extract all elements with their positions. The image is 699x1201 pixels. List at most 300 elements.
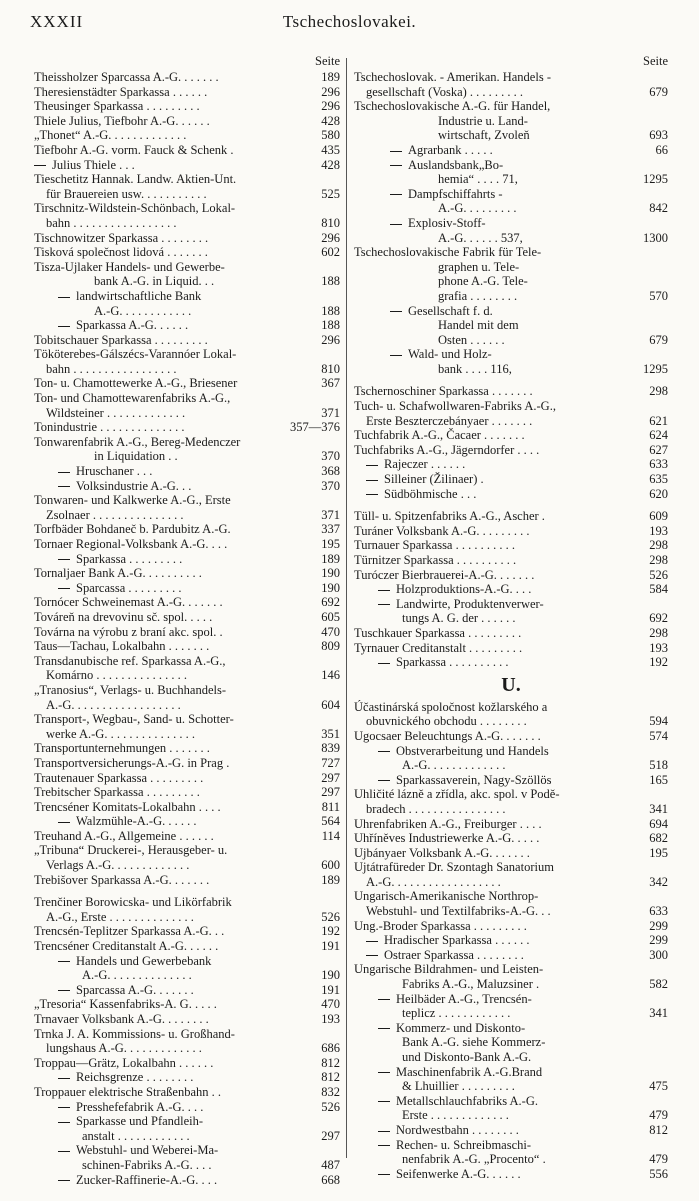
index-entry (354, 1079, 668, 1094)
entry-page: 811 (319, 800, 340, 815)
entry-text: Hradischer Sparkassa . . . . . . (384, 933, 530, 948)
entry-page: 686 (318, 1041, 340, 1056)
index-entry (354, 347, 668, 362)
entry-text: Transport-, Wegbau-, Sand- u. Schotter- (34, 712, 234, 727)
index-entry (34, 858, 340, 873)
entry-text: Tschechoslovakische Fabrik für Tele- (354, 245, 542, 260)
entry-page: 296 (318, 99, 340, 114)
index-entry (354, 860, 668, 875)
ditto-dash (366, 941, 378, 942)
entry-text: Sparkasse und Pfandleih- (76, 1114, 204, 1129)
entry-text: A.-G. . . . . . . . . . . . . . . . . . (366, 874, 501, 889)
index-entry (354, 568, 668, 583)
entry-text: Tschernoschiner Sparkassa . . . . . . . (354, 384, 533, 399)
entry-page: 370 (318, 479, 340, 494)
entry-text: Gesellschaft f. d. (408, 303, 493, 318)
index-entry (354, 1006, 668, 1021)
index-entry (34, 1027, 340, 1042)
index-entry (354, 538, 668, 553)
entry-page: 693 (646, 128, 668, 143)
entry-text: Tobitschauer Sparkassa . . . . . . . . . (34, 332, 208, 347)
entry-text: Julius Thiele . . . (52, 157, 135, 172)
entry-page: 428 (318, 114, 340, 129)
entry-page: 300 (646, 948, 668, 963)
entry-text: Sparkassaverein, Nagy-Szöllös (396, 772, 552, 787)
entry-text: Theissholzer Sparcassa A.-G. . . . . . . (34, 70, 219, 84)
ditto-dash (58, 588, 70, 589)
entry-page: 193 (318, 1012, 340, 1027)
ditto-dash (378, 663, 390, 664)
entry-text: Reichsgrenze . . . . . . . . (76, 1070, 194, 1085)
index-entry (354, 362, 668, 377)
index-entry (34, 566, 340, 581)
entry-page: 574 (646, 729, 668, 744)
entry-text: Trencséner Komitats-Lokalbahn . . . . (34, 799, 221, 814)
index-entry (34, 924, 340, 939)
index-entry (354, 758, 668, 773)
page-title: Tschechoslovakei. (282, 12, 417, 31)
entry-text: Rajeczer . . . . . . (384, 457, 466, 472)
index-entry (34, 954, 340, 969)
entry-text: Ungarisch-Amerikanische Northrop- (354, 889, 539, 904)
index-entry (354, 744, 668, 759)
index-entry (34, 245, 340, 260)
entry-page: 633 (646, 904, 668, 919)
section-heading-u: U. (501, 673, 521, 696)
entry-page: 189 (318, 70, 340, 85)
entry-text: anstalt . . . . . . . . . . . . (82, 1128, 190, 1143)
entry-text: Uhrenfabriken A.-G., Freiburger . . . . (354, 816, 542, 831)
entry-text: Handel mit dem (438, 318, 519, 333)
ditto-dash (58, 1180, 70, 1181)
entry-page: 812 (646, 1123, 668, 1138)
ditto-dash (34, 165, 46, 166)
entry-page: 192 (646, 655, 668, 670)
entry-page: 839 (318, 741, 340, 756)
entry-page: 297 (318, 771, 340, 786)
entry-page: 832 (318, 1085, 340, 1100)
index-entry (34, 873, 340, 888)
entry-page: 580 (318, 128, 340, 143)
page-number: XXXII (30, 12, 84, 31)
index-entry (34, 698, 340, 713)
index-entry (354, 1167, 668, 1182)
index-entry (354, 428, 668, 443)
index-entry (354, 472, 668, 487)
entry-page: 296 (318, 333, 340, 348)
entry-page: 1295 (640, 172, 668, 187)
entry-text: Uhříněves Industriewerke A.-G. . . . . (354, 831, 540, 846)
entry-text: Trnavaer Volksbank A.-G. . . . . . . . (34, 1012, 209, 1026)
index-entry (354, 399, 668, 414)
entry-page: 189 (318, 873, 340, 888)
index-entry (354, 1123, 668, 1138)
entry-text: Bank A.-G. siehe Kommerz- (402, 1035, 546, 1050)
index-entry (34, 231, 340, 246)
entry-page: 605 (318, 610, 340, 625)
index-entry (34, 654, 340, 669)
index-entry (354, 802, 668, 817)
entry-text: Tonwaren- und Kalkwerke A.-G., Erste (34, 493, 231, 508)
entry-page: 351 (318, 727, 340, 742)
entry-page: 470 (318, 625, 340, 640)
entry-text: Kommerz- und Diskonto- (396, 1020, 526, 1035)
index-entry (34, 201, 340, 216)
ditto-dash (390, 151, 402, 152)
entry-text: Rechen- u. Schreibmaschi- (396, 1137, 532, 1152)
ditto-dash (58, 1151, 70, 1152)
index-entry (34, 843, 340, 858)
entry-text: Transportversicherungs-A.-G. in Prag . (34, 755, 230, 770)
entry-page: 298 (646, 384, 668, 399)
entry-text: A.-G. . . . . . . . . . . . . . (82, 968, 192, 983)
entry-text: bahn . . . . . . . . . . . . . . . . . (46, 215, 177, 230)
ditto-dash (390, 311, 402, 312)
entry-text: „Tranosius“, Verlags- u. Buchhandels- (34, 682, 226, 697)
entry-spacer (354, 376, 668, 384)
index-entry (354, 1138, 668, 1153)
index-entry (34, 172, 340, 187)
index-entry (354, 158, 668, 173)
entry-page: 526 (646, 568, 668, 583)
entry-text: Turóczer Bierbrauerei-A.-G. . . . . . . (354, 567, 535, 582)
entry-text: Theresienstädter Sparkassa . . . . . . (34, 84, 208, 99)
entry-text: Tisková společnost lidová . . . . . . . (34, 245, 208, 260)
index-entry (34, 668, 340, 683)
index-entry (354, 641, 668, 656)
index-entry (34, 552, 340, 567)
entry-text: Erste . . . . . . . . . . . . . (402, 1108, 509, 1123)
entry-page: 584 (646, 582, 668, 597)
index-entry (354, 700, 668, 715)
entry-page: 190 (318, 968, 340, 983)
entry-text: Türnitzer Sparkassa . . . . . . . . . . (354, 553, 517, 567)
entry-text: Tyrnauer Creditanstalt . . . . . . . . . (354, 640, 523, 655)
entry-text: Obstverarbeitung und Handels (396, 743, 549, 758)
index-entry (354, 729, 668, 744)
entry-text: Továrna na výrobu z braní akc. spol. . (34, 624, 223, 639)
entry-text: Uhličité lázně a zřídla, akc. spol. v Podě- (354, 787, 560, 802)
index-entry (354, 1050, 668, 1065)
entry-page: 487 (318, 1158, 340, 1173)
entry-page: 812 (318, 1056, 340, 1071)
ditto-dash (58, 1107, 70, 1108)
entry-page: 470 (318, 997, 340, 1012)
entry-page: 475 (646, 1079, 668, 1094)
index-entry (354, 128, 668, 143)
ditto-dash (378, 1101, 390, 1102)
entry-page: 337 (318, 522, 340, 537)
entry-text: Wildsteiner . . . . . . . . . . . . . (46, 405, 186, 420)
index-entry (354, 187, 668, 202)
right-seite-label: Seite (643, 54, 668, 68)
index-entry (354, 457, 668, 472)
entry-text: Webstuhl- und Textilfabriks-A.-G. . . (366, 904, 551, 919)
ditto-dash (58, 961, 70, 962)
entry-text: Torfbäder Bohdaneč b. Pardubitz A.-G. (34, 522, 231, 537)
entry-text: Ungarische Bildrahmen- und Leisten- (354, 962, 544, 977)
entry-text: Ton- u. Chamottewerke A.-G., Briesener (34, 376, 238, 391)
index-entry (354, 70, 668, 85)
entry-text: Transdanubische ref. Sparkassa A.-G., (34, 653, 226, 668)
page-header (30, 12, 669, 36)
ditto-dash (390, 194, 402, 195)
index-entry (354, 1152, 668, 1167)
entry-text: nenfabrik A.-G. „Procento“ . (402, 1152, 546, 1167)
entry-text: Webstuhl- und Weberei-Ma- (76, 1143, 219, 1158)
entry-page: 371 (318, 508, 340, 523)
entry-text: Wald- und Holz- (408, 347, 492, 362)
entry-text: „Thonet“ A.-G. . . . . . . . . . . . . (34, 128, 187, 143)
entry-page: 370 (318, 449, 340, 464)
ditto-dash (378, 1145, 390, 1146)
index-entry (34, 1129, 340, 1144)
entry-page: 692 (318, 595, 340, 610)
entry-text: A.-G. . . . . . . . . . . . . (402, 758, 506, 773)
ditto-dash (58, 1122, 70, 1123)
entry-text: Heilbäder A.-G., Trencsén- (396, 991, 532, 1006)
index-entry (354, 201, 668, 216)
entry-text: Industrie u. Land- (438, 113, 528, 128)
index-entry (354, 962, 668, 977)
entry-text: Taus—Tachau, Lokalbahn . . . . . . . (34, 639, 210, 654)
index-entry (354, 245, 668, 260)
entry-page: 809 (318, 639, 340, 654)
entry-page: 679 (646, 85, 668, 100)
entry-text: Trebišover Sparkassa A.-G. . . . . . . (34, 872, 210, 887)
index-entry (34, 114, 340, 129)
entry-page: 692 (646, 611, 668, 626)
index-entry (34, 449, 340, 464)
entry-text: Volksindustrie A.-G. . . (76, 478, 192, 493)
entry-text: Tonwarenfabrik A.-G., Bereg-Medenczer (34, 434, 241, 449)
entry-text: Ugocsaer Beleuchtungs A.-G. . . . . . . (354, 728, 541, 743)
entry-text: Komárno . . . . . . . . . . . . . . . (46, 668, 187, 683)
entry-page: 810 (318, 362, 340, 377)
index-entry (354, 889, 668, 904)
entry-page: 114 (319, 829, 340, 844)
left-entries (34, 70, 340, 1187)
index-entry (34, 333, 340, 348)
ditto-dash (378, 1131, 390, 1132)
index-entry (34, 1114, 340, 1129)
entry-page: 146 (318, 668, 340, 683)
ditto-dash (366, 955, 378, 956)
entry-text: schinen-Fabriks A.-G. . . . (82, 1157, 212, 1172)
index-entry (34, 391, 340, 406)
index-entry (34, 128, 340, 143)
index-entry (34, 420, 340, 435)
entry-text: graphen u. Tele- (438, 259, 520, 274)
entry-page: 193 (646, 641, 668, 656)
entry-text: Sparkassa A.-G. . . . . . (76, 318, 189, 333)
index-entry (354, 172, 668, 187)
index-entry (34, 99, 340, 114)
entry-text: Tieschetitz Hannak. Landw. Aktien-Unt. (34, 172, 237, 187)
index-entry (34, 347, 340, 362)
entry-page: 341 (646, 1006, 668, 1021)
index-entry (354, 143, 668, 158)
entry-text: Silleiner (Žilinaer) . (384, 472, 484, 487)
index-entry (34, 1173, 340, 1188)
ditto-dash (378, 590, 390, 591)
entry-text: Zucker-Raffinerie-A.-G. . . . (76, 1172, 218, 1187)
index-entry (354, 992, 668, 1007)
entry-text: A.-G. . . . . . . . . . . . (94, 303, 192, 318)
entry-text: Explosiv-Stoff- (408, 215, 486, 230)
ditto-dash (58, 472, 70, 473)
entry-text: Tornócer Schweinemast A.-G. . . . . . . (34, 595, 223, 610)
index-entry (354, 1035, 668, 1050)
index-entry (354, 114, 668, 129)
index-entry (34, 800, 340, 815)
entry-page: 526 (318, 1100, 340, 1115)
index-entry (34, 522, 340, 537)
entry-page: 479 (646, 1108, 668, 1123)
entry-text: Presshefefabrik A.-G. . . . (76, 1099, 204, 1114)
entry-page: 620 (646, 487, 668, 502)
index-entry (354, 443, 668, 458)
right-column (354, 52, 668, 1181)
index-entry (34, 727, 340, 742)
entry-text: in Liquidation . . (94, 449, 178, 464)
entry-text: phone A.-G. Tele- (438, 274, 528, 289)
index-entry (34, 85, 340, 100)
index-entry (354, 904, 668, 919)
ditto-dash (378, 780, 390, 781)
index-entry (354, 1108, 668, 1123)
entry-page: 190 (318, 566, 340, 581)
entry-page: 190 (318, 581, 340, 596)
entry-text: Dampfschiffahrts - (408, 186, 503, 201)
index-entry (354, 260, 668, 275)
index-entry (354, 553, 668, 568)
entry-text: Walzmühle-A.-G. . . . . . (76, 814, 197, 829)
index-entry (34, 479, 340, 494)
entry-text: Osten . . . . . . (438, 332, 505, 347)
entry-text: Nordwestbahn . . . . . . . . (396, 1122, 519, 1137)
index-entry (34, 1056, 340, 1071)
index-entry (34, 814, 340, 829)
entry-page: 1300 (640, 231, 668, 246)
entry-text: Metallschlauchfabriks A.-G. (396, 1093, 538, 1108)
entry-text: Hruschaner . . . (76, 464, 153, 479)
entry-text: Trencséner Creditanstalt A.-G. . . . . . (34, 939, 219, 954)
index-entry (354, 384, 668, 399)
ditto-dash (378, 751, 390, 752)
entry-text: Trenčiner Borowicska- und Likörfabrik (34, 895, 232, 910)
ditto-dash (378, 999, 390, 1000)
entry-text: für Brauereien usw. . . . . . . . . . . (46, 186, 207, 201)
entry-page: 165 (646, 773, 668, 788)
index-entry (34, 537, 340, 552)
entry-page: 727 (318, 756, 340, 771)
entry-page: 556 (646, 1167, 668, 1182)
entry-text: A.-G. . . . . . 537, (438, 230, 523, 245)
index-entry (354, 1021, 668, 1036)
entry-text: obuvnického obchodu . . . . . . . . (366, 714, 527, 729)
entry-page: 624 (646, 428, 668, 443)
entry-text: Südböhmische . . . (384, 486, 477, 501)
entry-text: Turáner Volksbank A.-G. . . . . . . . . (354, 523, 530, 538)
index-entry (34, 756, 340, 771)
right-entries (354, 70, 668, 1181)
index-entry (34, 639, 340, 654)
ditto-dash (366, 465, 378, 466)
index-entry (34, 304, 340, 319)
entry-text: Troppau—Grätz, Lokalbahn . . . . . . (34, 1055, 214, 1070)
entry-text: Trencsén-Teplitzer Sparkassa A.-G. . . (34, 924, 225, 939)
entry-page: 191 (318, 939, 340, 954)
index-entry (354, 655, 668, 670)
index-entry (34, 581, 340, 596)
entry-text: Trautenauer Sparkassa . . . . . . . . . (34, 770, 204, 785)
entry-page: 342 (646, 875, 668, 890)
entry-text: Transportunternehmungen . . . . . . . (34, 741, 210, 756)
entry-page: 518 (646, 758, 668, 773)
entry-text: Agrarbank . . . . . (408, 142, 493, 157)
index-entry (354, 817, 668, 832)
ditto-dash (390, 165, 402, 166)
entry-page: 191 (318, 983, 340, 998)
entry-text: tungs A. G. der . . . . . . (402, 611, 516, 626)
entry-text: grafia . . . . . . . . (438, 288, 518, 303)
entry-spacer (354, 501, 668, 509)
ditto-dash (366, 480, 378, 481)
index-entry (34, 741, 340, 756)
index-entry (34, 143, 340, 158)
index-entry (34, 910, 340, 925)
entry-page: 668 (318, 1173, 340, 1188)
entry-text: A.-G. . . . . . . . . (438, 201, 517, 216)
entry-text: Ujtátrafüreder Dr. Szontagh Sanatorium (354, 860, 554, 875)
index-entry (354, 524, 668, 539)
index-entry (34, 274, 340, 289)
index-entry (34, 829, 340, 844)
index-entry (34, 435, 340, 450)
entry-page: 299 (646, 919, 668, 934)
entry-page: 66 (653, 143, 669, 158)
index-entry (354, 414, 668, 429)
entry-text: Ung.-Broder Sparkassa . . . . . . . . . (354, 918, 527, 933)
index-entry (354, 846, 668, 861)
entry-page: 594 (646, 714, 668, 729)
entry-page: 1295 (640, 362, 668, 377)
entry-text: Účastinárská spoločnost kožlarského a (354, 699, 548, 714)
entry-page: 188 (318, 304, 340, 319)
entry-page: 621 (646, 414, 668, 429)
entry-page: 296 (318, 231, 340, 246)
entry-page: 564 (318, 814, 340, 829)
index-entry (354, 597, 668, 612)
entry-text: lungshaus A.-G. . . . . . . . . . . . . (46, 1041, 202, 1056)
index-entry (34, 771, 340, 786)
entry-page: 633 (646, 457, 668, 472)
entry-text: Trnka J. A. Kommissions- u. Großhand- (34, 1026, 235, 1041)
index-entry (34, 318, 340, 333)
index-entry (354, 582, 668, 597)
index-entry (34, 712, 340, 727)
entry-text: bradech . . . . . . . . . . . . . . . . (366, 801, 506, 816)
entry-text: Verlags A.-G. . . . . . . . . . . . . (46, 858, 190, 873)
entry-text: Tuchfabriks A.-G., Jägerndorfer . . . . (354, 442, 540, 457)
entry-page: 298 (646, 538, 668, 553)
ditto-dash (58, 822, 70, 823)
ditto-dash (58, 559, 70, 560)
entry-page: 297 (318, 1129, 340, 1144)
entry-text: Treuhand A.-G., Allgemeine . . . . . . (34, 828, 214, 843)
entry-text: hemia“ . . . . 71, (438, 172, 518, 187)
